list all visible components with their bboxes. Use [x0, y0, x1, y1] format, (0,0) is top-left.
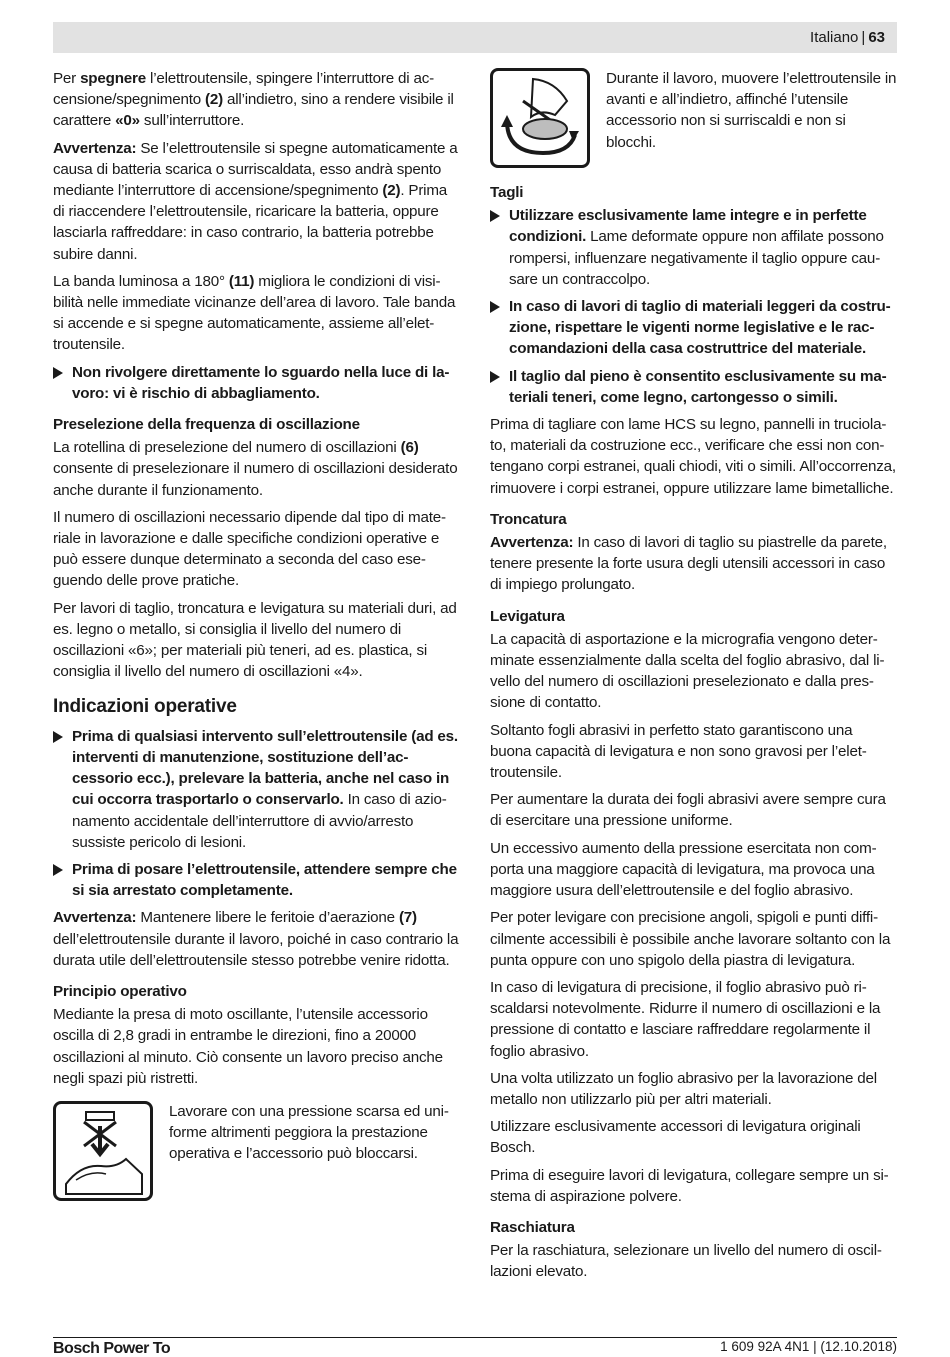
warning-bullet: [490, 205, 897, 290]
triangle-bullet-icon: [490, 301, 500, 313]
paragraph: Un eccessivo aumento della pressione esercitata non comporta una maggiore capacità di levigatura, ma provoca una maggiore usura dell’elettroutensile e del foglio abrasivo.: [490, 839, 877, 900]
header-separator: |: [861, 29, 866, 46]
text: . Prima di riaccendere l’elettroutensile, ricaricare la batteria, oppure lasciarla raffreddare: in caso contrario, la batteria potrebbe subire danni.: [53, 182, 448, 263]
chapter-heading: Indicazioni operative: [53, 696, 237, 718]
bold-text: Avvertenza:: [490, 534, 574, 552]
paragraph: Prima di tagliare con lame HCS su legno, pannelli in truciolato, materiali da costruzione ecc., verificare che essi non contengano corpi estranei, quali chiodi, viti o simili. All’occorrenza, rimuovere i corpi estranei, oppure utilizzare lame bimetalliche.: [490, 416, 896, 497]
bullet-text: Lame deformate oppure non affilate possono rompersi, influenzare negativamente il taglio oppure causare un contraccolpo.: [509, 228, 884, 288]
paragraph: Per lavori di taglio, troncatura e levigatura su materiali duri, ad es. legno o metallo, si consiglia il livello del numero di oscillazioni «6»; per materiali più teneri, ad es. plastica, si consiglia il livello del numero di oscillazioni «4».: [53, 599, 457, 681]
text: Se l’elettroutensile si spegne automaticamente a causa di batteria scarica o surriscaldata, esso andrà spento mediante l’interruttore di accensione/spegnimento: [53, 139, 458, 200]
text: all’indietro, sino a rendere visibile il carattere: [53, 91, 454, 130]
footer-doc-id: 1 609 92A 4N1 | (12.10.2018): [720, 1339, 897, 1354]
bullet-text: Non rivolgere direttamente lo sguardo nella luce di lavoro: vi è rischio di abbagliamento.: [72, 363, 450, 402]
paragraph: [53, 138, 459, 265]
paragraph: [53, 907, 459, 971]
paragraph: Per aumentare la durata dei fogli abrasivi avere sempre cura di esercitare una pressione uniforme.: [490, 791, 886, 830]
paragraph: [490, 532, 897, 596]
bold-text: (2): [382, 182, 401, 200]
paragraph: Prima di eseguire lavori di levigatura, collegare sempre un sistema di aspirazione polvere.: [490, 1166, 889, 1205]
paragraph: Il numero di oscillazioni necessario dipende dal tipo di materiale in lavorazione e dalle specifiche condizioni operative e può essere dunque determinato a seconda del caso eseguendo delle prove pratiche.: [53, 508, 447, 590]
right-column: [490, 68, 897, 1289]
bold-text: (6): [400, 439, 419, 457]
paragraph: Una volta utilizzato un foglio abrasivo per la lavorazione del metallo non utilizzarlo più per altri materiali.: [490, 1069, 877, 1108]
bold-text: Avvertenza:: [53, 139, 137, 157]
paragraph: [53, 437, 459, 501]
footer-brand: Bosch Power To: [53, 1340, 171, 1357]
triangle-bullet-icon: [490, 210, 500, 222]
page-header: [53, 22, 897, 53]
paragraph: [53, 271, 459, 356]
section-heading: Levigatura: [490, 607, 565, 625]
figure-caption: Durante il lavoro, muovere l’elettroutensile in avanti e all’indietro, affinché l’utensile accessorio non si surriscaldi e non si blocchi.: [606, 70, 897, 151]
paragraph: Utilizzare esclusivamente accessori di levigatura originali Bosch.: [490, 1118, 861, 1157]
triangle-bullet-icon: [490, 371, 500, 383]
warning-bullet: [490, 296, 897, 360]
paragraph: [53, 68, 459, 132]
section-heading: Tagli: [490, 184, 524, 201]
move-back-forth-icon: [490, 68, 590, 168]
text: migliora le condizioni di visibilità nelle immediate vicinanze dell’area di lavoro. Tale banda si accende e si spegne automaticamente, assieme all’elettroutensile.: [53, 272, 456, 354]
bullet-bold-text: Prima di qualsiasi intervento sull’elettroutensile (ad es. interventi di manutenzione, sostituzione dell’accessorio ecc.), prelevare la batteria, anche nel caso in cui occorra trasportarlo o conservarlo.: [72, 727, 458, 809]
bullet-text: Il taglio dal pieno è consentito esclusivamente su materiali teneri, come legno, cartongesso o simili.: [509, 367, 887, 406]
section-heading: Troncatura: [490, 510, 567, 528]
paragraph: Per poter levigare con precisione angoli, spigoli e punti difficilmente accessibili è possibile anche lavorare soltanto con la punta oppure con uno spigolo della piastra di levigatura.: [490, 909, 891, 969]
footer-divider: [53, 1337, 897, 1338]
triangle-bullet-icon: [53, 864, 63, 876]
warning-bullet: [490, 366, 897, 408]
warning-bullet: [53, 362, 459, 404]
triangle-bullet-icon: [53, 367, 63, 379]
figure-block: [490, 68, 897, 168]
bold-text: spegnere: [80, 70, 146, 87]
header-text: [810, 29, 885, 46]
left-column: [53, 68, 459, 1211]
text: Per: [53, 70, 81, 87]
section-heading: Preselezione della frequenza di oscillazione: [53, 416, 360, 434]
text: sull’interruttore.: [139, 112, 245, 130]
paragraph: Soltanto fogli abrasivi in perfetto stato garantiscono una buona capacità di levigatura e non sono gravosi per l’elettroutensile.: [490, 721, 867, 782]
text: La banda luminosa a 180°: [53, 272, 229, 290]
text: consente di preselezionare il numero di oscillazioni desiderato anche durante il funzionamento.: [53, 460, 458, 499]
paragraph: La capacità di asportazione e la micrografia vengono determinate essenzialmente dalla scelta del foglio abrasivo, dal livello del numero di oscillazioni preselezionato e dalla pressione di contatto.: [490, 630, 885, 712]
bold-text: (2): [205, 91, 223, 109]
header-language: Italiano: [810, 29, 859, 46]
section-heading: Principio operativo: [53, 982, 187, 1000]
paragraph: Per la raschiatura, selezionare un livello del numero di oscillazioni elevato.: [490, 1242, 882, 1281]
bullet-text: Prima di posare l’elettroutensile, attendere sempre che si sia arrestato completamente.: [72, 860, 457, 900]
triangle-bullet-icon: [53, 731, 63, 743]
paragraph: In caso di levigatura di precisione, il foglio abrasivo può riscaldarsi notevolmente. Ridurre il numero di oscillazioni e la pressione di contatto e lasciare raffreddare regolarmente il foglio abrasivo.: [490, 978, 881, 1060]
bold-text: Avvertenza:: [53, 909, 137, 927]
bold-text: (11): [228, 272, 255, 290]
paragraph: Mediante la presa di moto oscillante, l’utensile accessorio oscilla di 2,8 gradi in entrambe le direzioni, fino a 20000 oscillazioni al minuto. Ciò consente un lavoro preciso anche negli spazi più ristretti.: [53, 1006, 443, 1087]
bullet-text: In caso di lavori di taglio di materiali leggeri da costruzione, rispettare le vigenti norme legislative e le raccomandazioni della casa costruttrice del materiale.: [509, 298, 891, 358]
bullet-bold-text: Utilizzare esclusivamente lame integre e in perfette condizioni.: [509, 207, 867, 246]
figure-caption: Lavorare con una pressione scarsa ed uniforme altrimenti peggiora la prestazione operativa e l’accessorio può bloccarsi.: [169, 1102, 449, 1163]
bold-text: «0»: [115, 112, 140, 130]
text: dell’elettroutensile durante il lavoro, poiché in caso contrario la durata utile dell’elettroutensile stesso potrebbe venire ridotta.: [53, 930, 459, 969]
warning-bullet: [53, 726, 459, 853]
page-number: 63: [868, 29, 885, 46]
section-heading: Raschiatura: [490, 1218, 575, 1236]
light-pressure-icon: [53, 1101, 153, 1201]
text: La rotellina di preselezione del numero di oscillazioni: [53, 439, 401, 457]
text: Mantenere libere le feritoie d’aerazione: [136, 909, 399, 927]
text: l’elettroutensile, spingere l’interruttore di accensione/spegnimento: [53, 70, 435, 109]
text: In caso di lavori di taglio su piastrelle da parete, tenere presente la forte usura degli utensili accessori in caso di impiego prolungato.: [490, 534, 887, 594]
bold-text: (7): [398, 909, 417, 927]
warning-bullet: [53, 859, 459, 901]
bullet-text: In caso di azionamento accidentale dell’interruttore di avvio/arresto sussiste pericolo di lesioni.: [72, 791, 447, 851]
figure-block: [53, 1101, 459, 1201]
